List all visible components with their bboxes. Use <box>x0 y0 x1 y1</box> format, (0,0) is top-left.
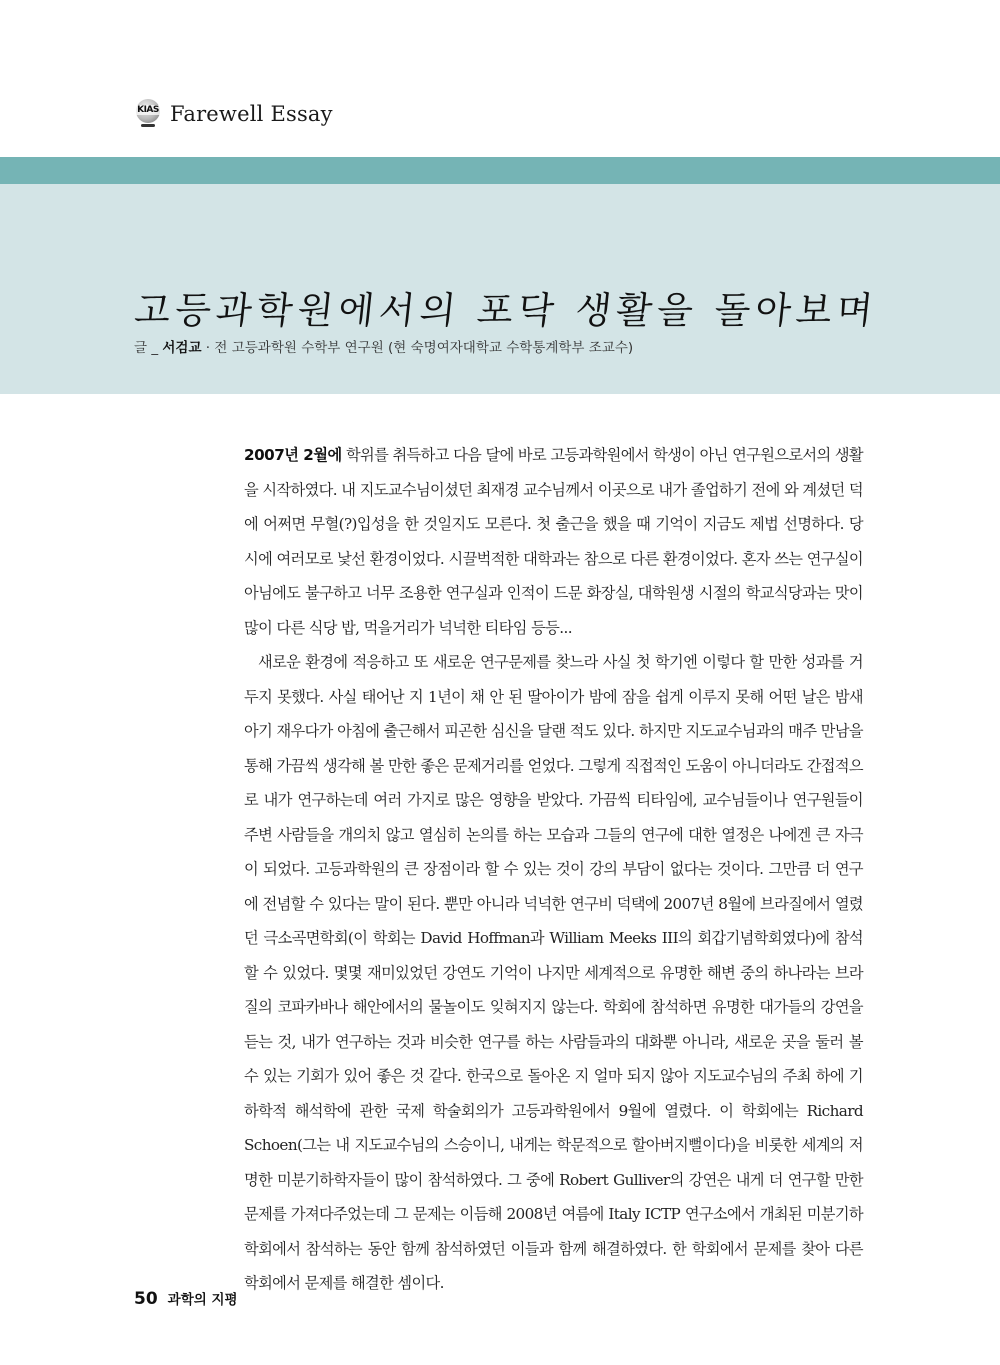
paragraph-lead: 2007년 2월에 <box>244 446 342 464</box>
page-footer <box>134 1288 238 1309</box>
kias-globe-logo-icon <box>134 98 162 130</box>
globe-stand <box>141 124 155 127</box>
byline-prefix: 글 _ <box>134 340 163 356</box>
page-number: 50 <box>134 1289 158 1309</box>
section-label: Farewell Essay <box>170 102 333 126</box>
byline-separator: · <box>201 340 215 356</box>
paragraph-1 <box>244 438 863 645</box>
magazine-name: 과학의 지평 <box>167 1292 238 1308</box>
article-body <box>244 438 863 1301</box>
paragraph-text: 학위를 취득하고 다음 달에 바로 고등과학원에서 학생이 아닌 연구원으로서의 생활을 시작하였다. 내 지도교수님이셨던 최재경 교수님께서 이곳으로 내가 졸업하기 전에 와 계셨던 덕에 어쩌면 무혈(?)입성을 한 것일지도 모른다. 첫 출근을 했을 때 기억이 지금도 제법 선명하다. 당시에 여러모로 낯선 환경이었다. 시끌벅적한 대학과는 참으로 다른 환경이었다. 혼자 쓰는 연구실이 아님에도 불구하고 너무 조용한 연구실과 인적이 드문 화장실, 대학원생 시절의 학교식당과는 맛이 많이 다른 식당 밥, 먹을거리가 넉넉한 티타임 등등... <box>244 446 863 637</box>
logo-text: KIAS <box>134 105 162 115</box>
author-affiliation: 전 고등과학원 수학부 연구원 (현 숙명여자대학교 수학통계학부 조교수) <box>214 340 634 356</box>
paragraph-2 <box>244 645 863 1301</box>
section-header <box>134 98 333 130</box>
header-band-dark <box>0 157 1000 184</box>
article-title: 고등과학원에서의 포닥 생활을 돌아보며 <box>132 288 880 332</box>
byline <box>134 336 633 356</box>
paragraph-text: 새로운 환경에 적응하고 또 새로운 연구문제를 찾느라 사실 첫 학기엔 이렇다 할 만한 성과를 거두지 못했다. 사실 태어난 지 1년이 채 안 된 딸아이가 밤에 잠을 쉽게 이루지 못해 어떤 날은 밤새 아기 재우다가 아침에 출근해서 피곤한 심신을 달랜 적도 있다. 하지만 지도교수님과의 매주 만남을 통해 가끔씩 생각해 볼 만한 좋은 문제거리를 얻었다. 그렇게 직접적인 도움이 아니더라도 간접적으로 내가 연구하는데 여러 가지로 많은 영향을 받았다. 가끔씩 티타임에, 교수님들이나 연구원들이 주변 사람들을 개의치 않고 열심히 논의를 하는 모습과 그들의 연구에 대한 열정은 나에겐 큰 자극이 되었다. 고등과학원의 큰 장점이라 할 수 있는 것이 강의 부담이 없다는 것이다. 그만큼 더 연구에 전념할 수 있다는 말이 된다. 뿐만 아니라 넉넉한 연구비 덕택에 2007년 8월에 브라질에서 열렸던 극소곡면학회(이 학회는 David Hoffman과 William Meeks III의 회갑기념학회였다)에 참석할 수 있었다. 몇몇 재미있었던 강연도 기억이 나지만 세계적으로 유명한 해변 중의 하나라는 브라질의 코파카바나 해안에서의 물놀이도 잊혀지지 않는다. 학회에 참석하면 유명한 대가들의 강연을 듣는 것, 내가 연구하는 것과 비슷한 연구를 하는 사람들과의 대화뿐 아니라, 새로운 곳을 둘러 볼 수 있는 기회가 있어 좋은 것 같다. 한국으로 돌아온 지 얼마 되지 않아 지도교수님의 주최 하에 기하학적 해석학에 관한 국제 학술회의가 고등과학원에서 9월에 열렸다. 이 학회에는 Richard Schoen(그는 내 지도교수님의 스승이니, 내게는 학문적으로 할아버지뻘이다)을 비롯한 세계의 저명한 미분기하학자들이 많이 참석하였다. 그 중에 Robert Gulliver의 강연은 내게 더 연구할 만한 문제를 가져다주었는데 그 문제는 이듬해 2008년 여름에 Italy ICTP 연구소에서 개최된 미분기하학회에서 참석하는 동안 함께 참석하였던 이들과 함께 해결하였다. 한 학회에서 문제를 찾아 다른 학회에서 문제를 해결한 셈이다. <box>244 653 863 1292</box>
author-name: 서검교 <box>162 340 202 356</box>
